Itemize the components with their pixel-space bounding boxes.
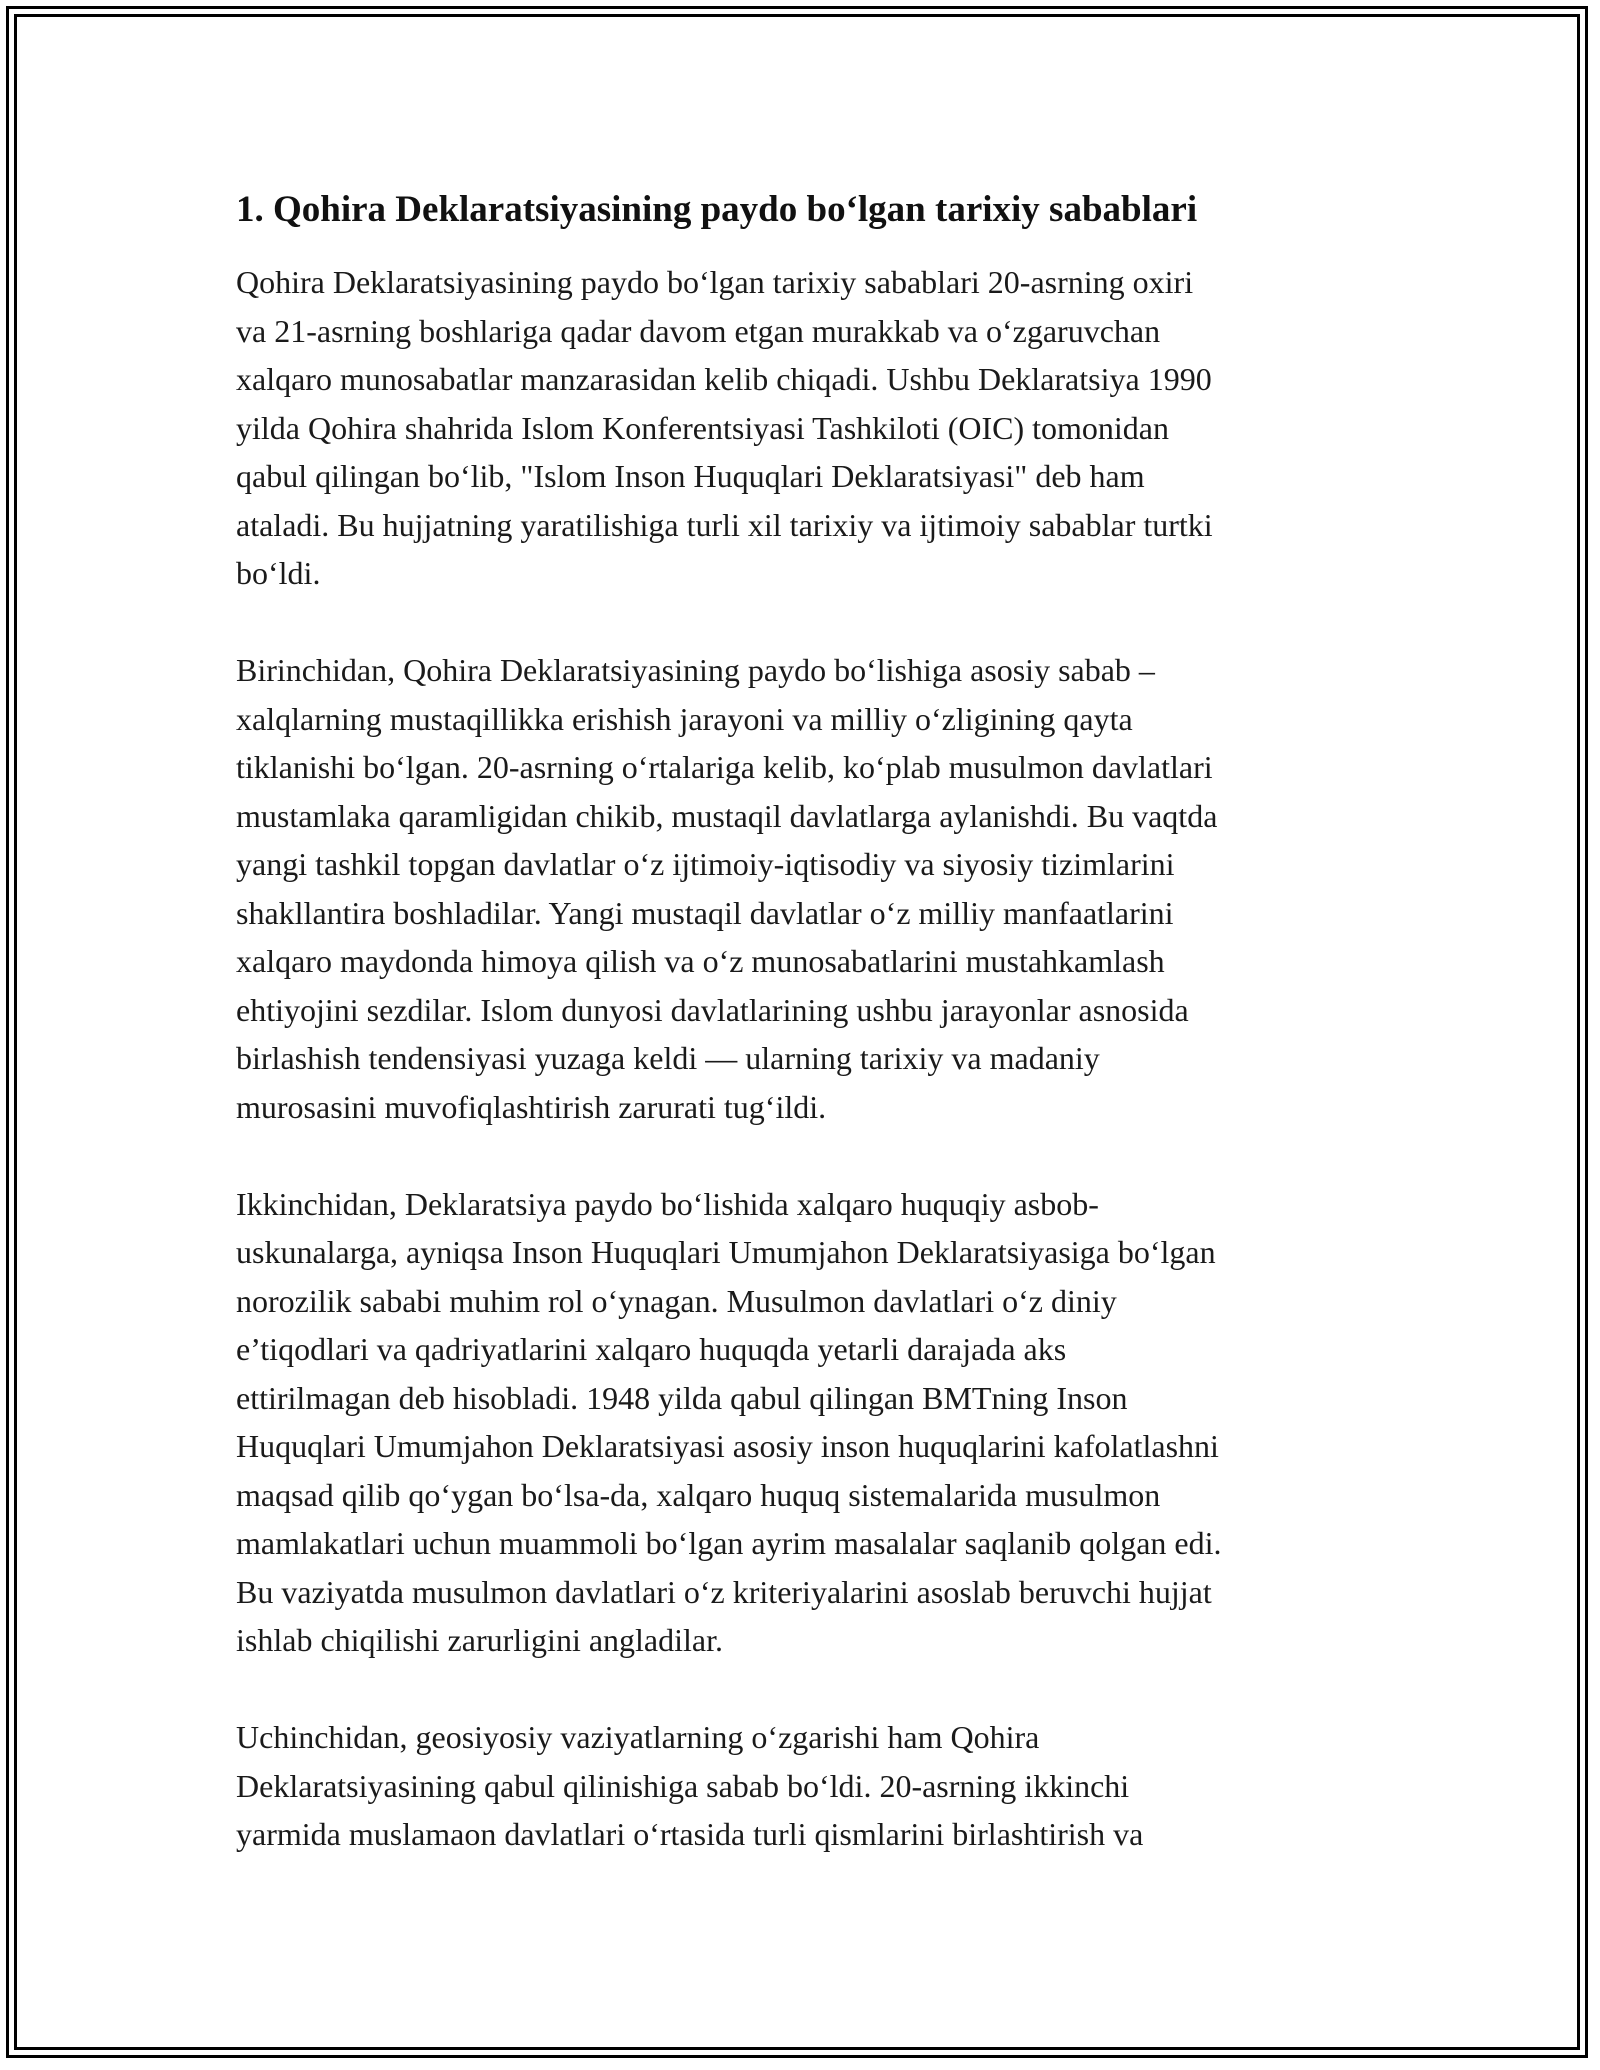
text-line: yarmida muslamaon davlatlari o‘rtasida turli qismlarini birlashtirish va bbox=[236, 1816, 1144, 1852]
text-line: maqsad qilib qo‘ygan bo‘lsa-da, xalqaro huquq sistemalarida musulmon bbox=[236, 1476, 1161, 1513]
section-heading: 1. Qohira Deklaratsiyasining paydo bo‘lgan tarixiy sabablari bbox=[236, 189, 1198, 230]
text-line: e’tiqodlari va qadriyatlarini xalqaro huquqda yetarli darajada aks bbox=[236, 1331, 1067, 1367]
text-line: xalqlarning mustaqillikka erishish jarayoni va milliy o‘zligining qayta bbox=[236, 700, 1133, 737]
text-line: Qohira Deklaratsiyasining paydo bo‘lgan tarixiy sabablari 20-asrning oxiri bbox=[236, 264, 1194, 300]
text-line: birlashish tendensiyasi yuzaga keldi — ularning tarixiy va madaniy bbox=[236, 1040, 1100, 1076]
text-line: Uchinchidan, geosiyosiy vaziyatlarning o‘zgarishi ham Qohira bbox=[236, 1719, 1040, 1755]
text-line: mustamlaka qaramligidan chikib, mustaqil davlatlarga aylanishdi. Bu vaqtda bbox=[236, 797, 1218, 834]
text-line: shakllantira boshladilar. Yangi mustaqil davlatlar o‘z milliy manfaatlarini bbox=[236, 894, 1174, 931]
text-line: yangi tashkil topgan davlatlar o‘z ijtimoiy-iqtisodiy va siyosiy tizimlarini bbox=[236, 846, 1175, 882]
text-line: Birinchidan, Qohira Deklaratsiyasining paydo bo‘lishiga asosiy sabab – bbox=[236, 652, 1155, 688]
text-line: va 21-asrning boshlariga qadar davom etgan murakkab va o‘zgaruvchan bbox=[236, 312, 1161, 349]
paragraph-first-reason bbox=[236, 646, 1370, 1131]
text-line: ettirilmagan deb hisobladi. 1948 yilda qabul qilingan BMTning Inson bbox=[236, 1379, 1128, 1416]
text-line: ehtiyojini sezdilar. Islom dunyosi davlatlarining ushbu jarayonlar asnosida bbox=[236, 991, 1189, 1028]
paragraph-third-reason bbox=[236, 1713, 1370, 1859]
text-line: bo‘ldi. bbox=[236, 555, 321, 591]
document-body bbox=[236, 186, 1370, 1907]
text-line: ishlab chiqilishi zarurligini angladilar. bbox=[236, 1622, 723, 1658]
text-line: Deklaratsiyasining qabul qilinishiga sabab bo‘ldi. 20-asrning ikkinchi bbox=[236, 1767, 1130, 1804]
text-line: xalqaro maydonda himoya qilish va o‘z munosabatlarini mustahkamlash bbox=[236, 943, 1165, 979]
text-line: Huquqlari Umumjahon Deklaratsiyasi asosiy inson huquqlarini kafolatlashni bbox=[236, 1428, 1219, 1464]
text-line: xalqaro munosabatlar manzarasidan kelib chiqadi. Ushbu Deklaratsiya 1990 bbox=[236, 361, 1212, 397]
text-line: uskunalarga, ayniqsa Inson Huquqlari Umumjahon Deklaratsiyasiga bo‘lgan bbox=[236, 1234, 1216, 1270]
text-line: Ikkinchidan, Deklaratsiya paydo bo‘lishida xalqaro huquqiy asbob- bbox=[236, 1185, 1099, 1222]
text-line: Bu vaziyatda musulmon davlatlari o‘z kriteriyalarini asoslab beruvchi hujjat bbox=[236, 1573, 1212, 1610]
paragraph-second-reason bbox=[236, 1180, 1370, 1665]
text-line: mamlakatlari uchun muammoli bo‘lgan ayrim masalalar saqlanib qolgan edi. bbox=[236, 1525, 1222, 1561]
text-line: murosasini muvofiqlashtirish zarurati tug‘ildi. bbox=[236, 1088, 827, 1125]
text-line: tiklanishi bo‘lgan. 20-asrning o‘rtalariga kelib, ko‘plab musulmon davlatlari bbox=[236, 749, 1213, 785]
text-line: yilda Qohira shahrida Islom Konferentsiyasi Tashkiloti (OIC) tomonidan bbox=[236, 409, 1169, 446]
paragraph-intro bbox=[236, 258, 1370, 598]
text-line: qabul qilingan bo‘lib, "Islom Inson Huquqlari Deklaratsiyasi" deb ham bbox=[236, 458, 1145, 494]
text-line: ataladi. Bu hujjatning yaratilishiga turli xil tarixiy va ijtimoiy sabablar turtki bbox=[236, 506, 1213, 543]
text-line: norozilik sababi muhim rol o‘ynagan. Musulmon davlatlari o‘z diniy bbox=[236, 1282, 1117, 1319]
